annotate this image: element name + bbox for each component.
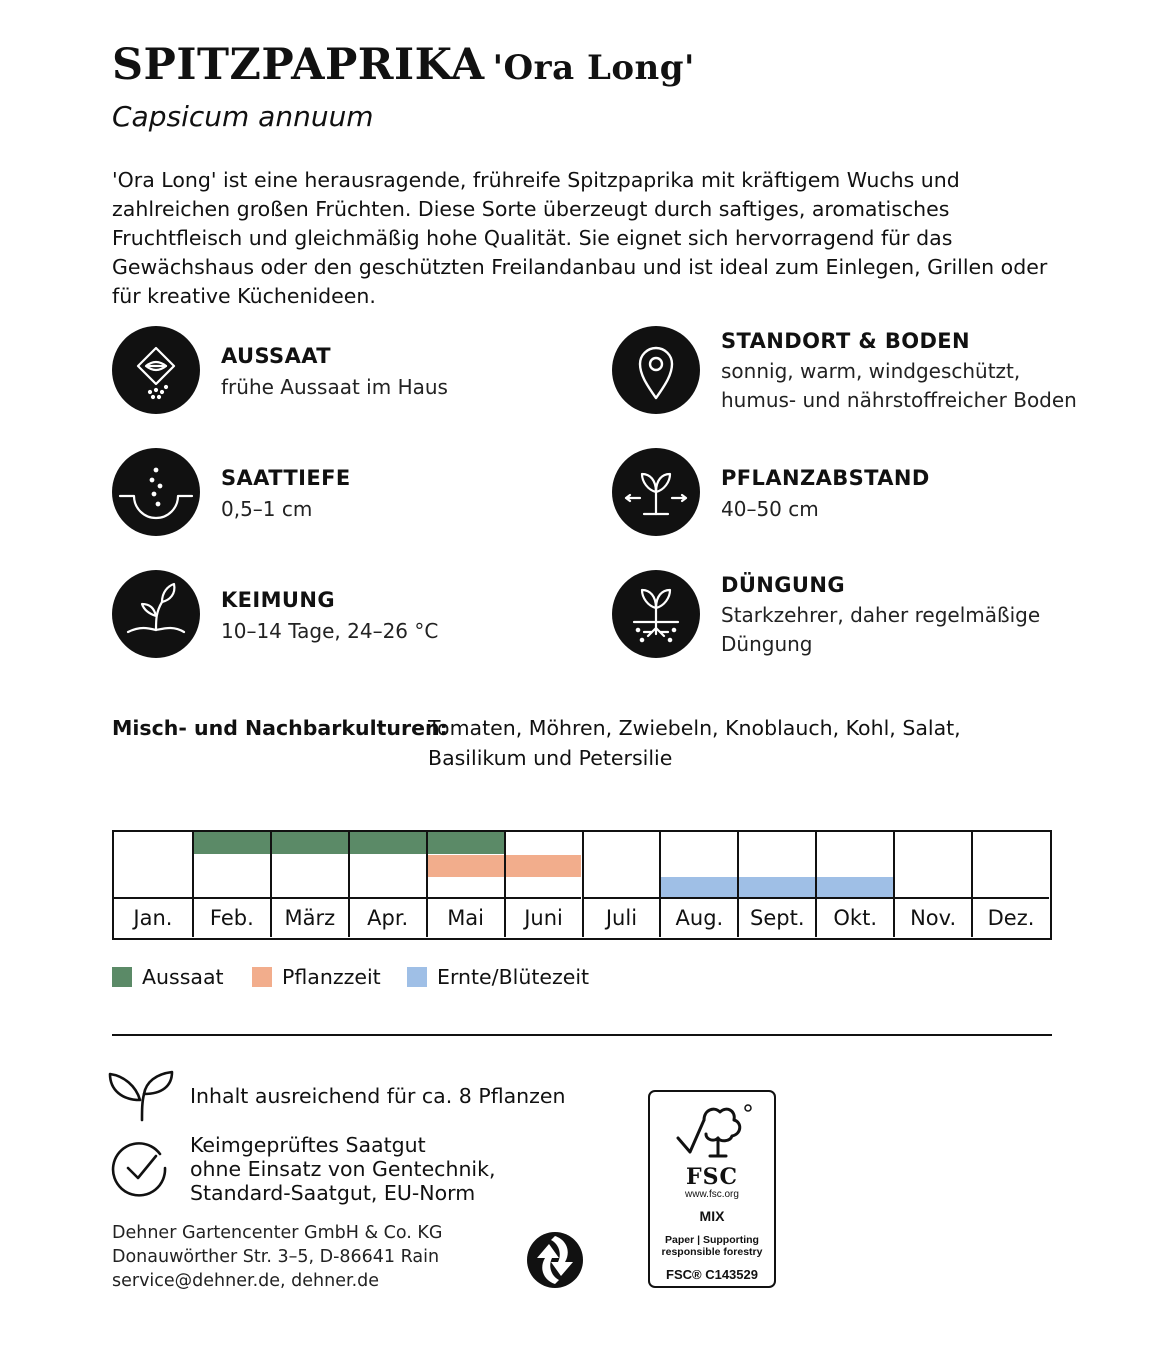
calendar-month-label: Sept. <box>739 897 815 937</box>
product-variety: 'Ora Long' <box>492 48 695 88</box>
fsc-url: www.fsc.org <box>685 1189 739 1200</box>
standort-label: STANDORT & BODEN <box>721 329 971 353</box>
calendar-month <box>192 832 270 937</box>
sow-bar <box>272 832 348 854</box>
aussaat-label: AUSSAAT <box>221 344 331 368</box>
calendar-month-label: Feb. <box>194 897 270 937</box>
sow-bar <box>428 832 504 854</box>
quality-line-2: ohne Einsatz von Gentechnik, <box>190 1157 496 1181</box>
company-address: Donauwörther Str. 3–5, D-86641 Rain <box>112 1247 440 1267</box>
keimung-label: KEIMUNG <box>221 588 335 612</box>
sow-bar <box>194 832 270 854</box>
calendar-month <box>893 832 971 937</box>
calendar-month-label: Nov. <box>895 897 971 937</box>
calendar-month-label: Mai <box>428 897 504 937</box>
plant-bar <box>428 855 504 877</box>
calendar-month-label: Jan. <box>114 897 192 937</box>
seed-depth-icon <box>112 448 200 536</box>
plant-icon <box>106 1068 176 1122</box>
green-dot-recycling-icon <box>525 1230 585 1290</box>
companion-label: Misch- und Nachbarkulturen: <box>112 716 448 740</box>
legend-swatch-sow <box>112 967 132 987</box>
quality-line-3: Standard-Saatgut, EU-Norm <box>190 1181 476 1205</box>
product-title <box>112 40 695 90</box>
legend-swatch-plant <box>252 967 272 987</box>
harvest-bar <box>817 877 893 899</box>
quality-line-1: Keimgeprüftes Saatgut <box>190 1133 426 1157</box>
calendar-month <box>737 832 815 937</box>
legend-swatch-harvest <box>407 967 427 987</box>
calendar-month-label: Dez. <box>973 897 1049 937</box>
quality-note <box>110 1133 590 1207</box>
divider <box>112 1034 1052 1036</box>
location-pin-icon <box>612 326 700 414</box>
info-saattiefe <box>112 448 592 540</box>
product-name: SPITZPAPRIKA <box>112 40 485 90</box>
calendar-month-label: Juli <box>584 897 660 937</box>
calendar-month <box>348 832 426 937</box>
checkmark-circle-icon <box>110 1138 170 1198</box>
fsc-paper-line-2: responsible forestry <box>661 1246 763 1258</box>
plant-spacing-icon <box>612 448 700 536</box>
keimung-value: 10–14 Tage, 24–26 °C <box>221 619 439 643</box>
calendar-month-label: Aug. <box>661 897 737 937</box>
calendar-month-label: Juni <box>506 897 582 937</box>
company-info <box>112 1221 442 1293</box>
harvest-bar <box>739 877 815 899</box>
company-name: Dehner Gartencenter GmbH & Co. KG <box>112 1223 443 1243</box>
calendar-month <box>114 832 192 937</box>
saattiefe-label: SAATTIEFE <box>221 466 351 490</box>
pflanzabstand-value: 40–50 cm <box>721 497 819 521</box>
calendar-month <box>659 832 737 937</box>
info-duengung <box>612 570 1092 662</box>
legend-label-plant: Pflanzzeit <box>282 965 381 989</box>
pflanzabstand-label: PFLANZABSTAND <box>721 466 930 490</box>
fertilizer-roots-icon <box>612 570 700 658</box>
info-standort <box>612 326 1092 418</box>
info-keimung <box>112 570 592 662</box>
fsc-code: FSC® C143529 <box>666 1267 758 1282</box>
calendar-month <box>971 832 1049 937</box>
content-text: Inhalt ausreichend für ca. 8 Pflanzen <box>190 1084 566 1108</box>
harvest-bar <box>661 877 737 899</box>
duengung-label: DÜNGUNG <box>721 573 845 597</box>
calendar-month <box>270 832 348 937</box>
company-contact: service@dehner.de, dehner.de <box>112 1271 380 1291</box>
calendar-month <box>426 832 504 937</box>
fsc-tree-check-icon <box>674 1102 754 1162</box>
product-description: 'Ora Long' ist eine herausragende, frühreife Spitzpaprika mit kräftigem Wuchs und zahlreichen großen Früchten. Diese Sorte überzeugt durch saftiges, aromatisches Fruchtfleisch und gleichmäßig hohe Qualität. Sie eignet sich hervorragend für das Gewächshaus oder den geschützten Freilandanbau und ist ideal zum Einlegen, Grillen oder für kreative Küchenideen. <box>112 168 1048 308</box>
duengung-value: Starkzehrer, daher regelmäßige Düngung <box>721 603 1041 656</box>
fsc-paper <box>650 1234 774 1258</box>
calendar-month <box>504 832 582 937</box>
calendar-month-label: März <box>272 897 348 937</box>
plant-bar <box>506 855 582 877</box>
fsc-label <box>648 1090 776 1288</box>
calendar-month <box>815 832 893 937</box>
fsc-paper-line-1: Paper | Supporting <box>665 1234 759 1246</box>
standort-value: sonnig, warm, windgeschützt, humus- und nährstoffreicher Boden <box>721 359 1077 412</box>
calendar-month-label: Apr. <box>350 897 426 937</box>
saattiefe-value: 0,5–1 cm <box>221 497 313 521</box>
legend-label-harvest: Ernte/Blütezeit <box>437 965 590 989</box>
calendar-month <box>582 832 660 937</box>
seed-packet-icon <box>112 326 200 414</box>
sowing-calendar <box>112 830 1052 940</box>
sow-bar <box>350 832 426 854</box>
fsc-mix: MIX <box>699 1208 725 1224</box>
calendar-month-label: Okt. <box>817 897 893 937</box>
fsc-name: FSC <box>685 1164 739 1190</box>
info-aussaat <box>112 326 592 418</box>
info-pflanzabstand <box>612 448 1092 540</box>
latin-name: Capsicum annuum <box>112 100 374 133</box>
aussaat-value: frühe Aussaat im Haus <box>221 375 448 399</box>
content-note <box>106 1068 566 1124</box>
companion-value: Tomaten, Möhren, Zwiebeln, Knoblauch, Kohl, Salat, Basilikum und Petersilie <box>428 716 961 770</box>
legend-label-sow: Aussaat <box>142 965 224 989</box>
sprout-icon <box>112 570 200 658</box>
